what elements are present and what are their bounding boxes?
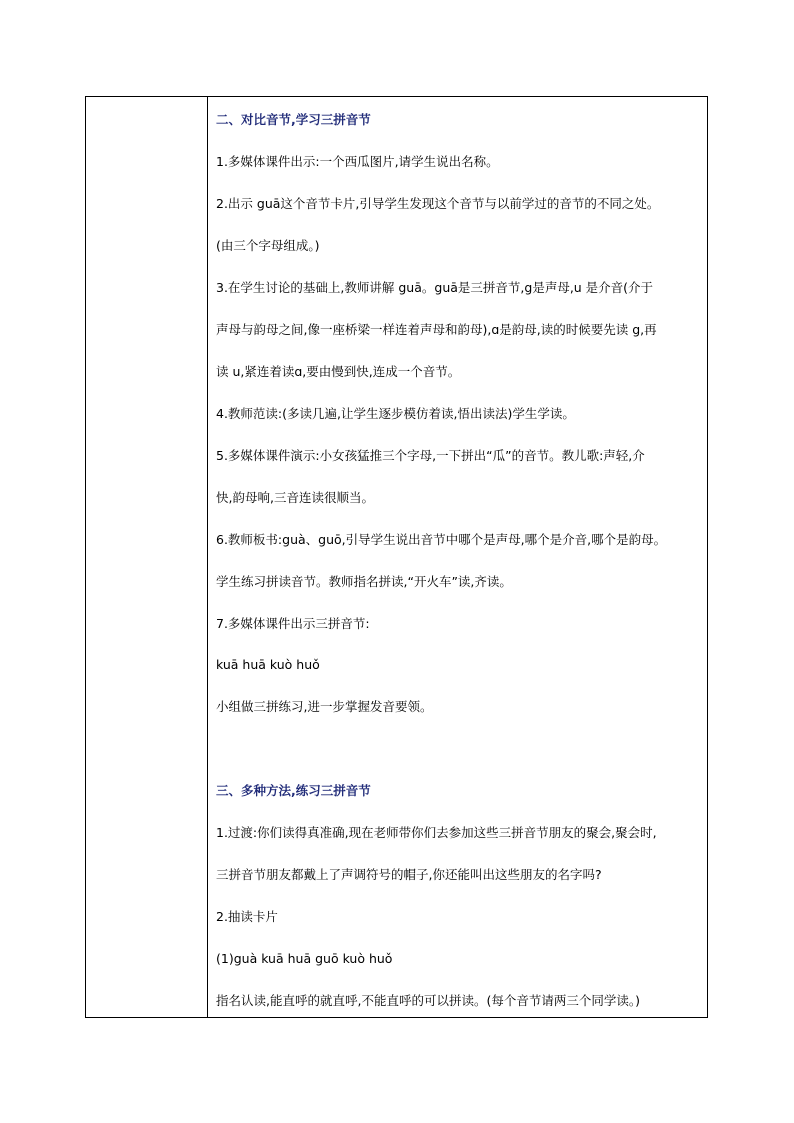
section-2-line-7: 4.教师范读:(多读几遍,让学生逐步模仿着读,悟出读法)学生学读。 <box>216 406 575 421</box>
section-3-line-2: 三拼音节朋友都戴上了声调符号的帽子,你还能叫出这些朋友的名字吗? <box>216 867 602 882</box>
section-2-line-6: 读 u,紧连着读ɑ,要由慢到快,连成一个音节。 <box>216 364 461 379</box>
section-2-line-2: 2.出示 guā这个音节卡片,引导学生发现这个音节与以前学过的音节的不同之处。 <box>216 196 660 211</box>
section-2-pinyin-list: kuā huā kuò huǒ <box>216 657 320 672</box>
section-3-heading: 三、多种方法,练习三拼音节 <box>216 783 371 798</box>
section-2-line-9: 快,韵母响,三音连读很顺当。 <box>216 490 374 505</box>
section-3-line-1: 1.过渡:你们读得真准确,现在老师带你们去参加这些三拼音节朋友的聚会,聚会时, <box>216 825 657 840</box>
section-2-heading: 二、对比音节,学习三拼音节 <box>216 112 371 127</box>
section-2-line-12: 7.多媒体课件出示三拼音节: <box>216 616 370 631</box>
table-left-column <box>86 97 208 1017</box>
section-2-line-3: (由三个字母组成。) <box>216 238 320 253</box>
section-2-line-1: 1.多媒体课件出示:一个西瓜图片,请学生说出名称。 <box>216 154 499 169</box>
lesson-plan-table <box>85 96 708 1018</box>
section-3-line-5: 指名认读,能直呼的就直呼,不能直呼的可以拼读。(每个音节请两三个同学读。) <box>216 993 640 1008</box>
section-2-line-8: 5.多媒体课件演示:小女孩猛推三个字母,一下拼出“瓜”的音节。教儿歌:声轻,介 <box>216 448 645 463</box>
section-3-line-3: 2.抽读卡片 <box>216 909 278 924</box>
section-2-line-5: 声母与韵母之间,像一座桥梁一样连着声母和韵母),ɑ是韵母,读的时候要先读 g,再 <box>216 322 657 337</box>
section-2-line-10: 6.教师板书:guà、guō,引导学生说出音节中哪个是声母,哪个是介音,哪个是韵母。 <box>216 532 667 547</box>
section-2-line-4: 3.在学生讨论的基础上,教师讲解 guā。guā是三拼音节,g是声母,u 是介音(介于 <box>216 280 654 295</box>
section-3-pinyin-list: (1)guà kuā huā guō kuò huǒ <box>216 951 393 966</box>
section-2-line-14: 小组做三拼练习,进一步掌握发音要领。 <box>216 699 433 714</box>
table-content-column <box>208 97 707 1017</box>
section-2-line-11: 学生练习拼读音节。教师指名拼读,“开火车”读,齐读。 <box>216 574 512 589</box>
